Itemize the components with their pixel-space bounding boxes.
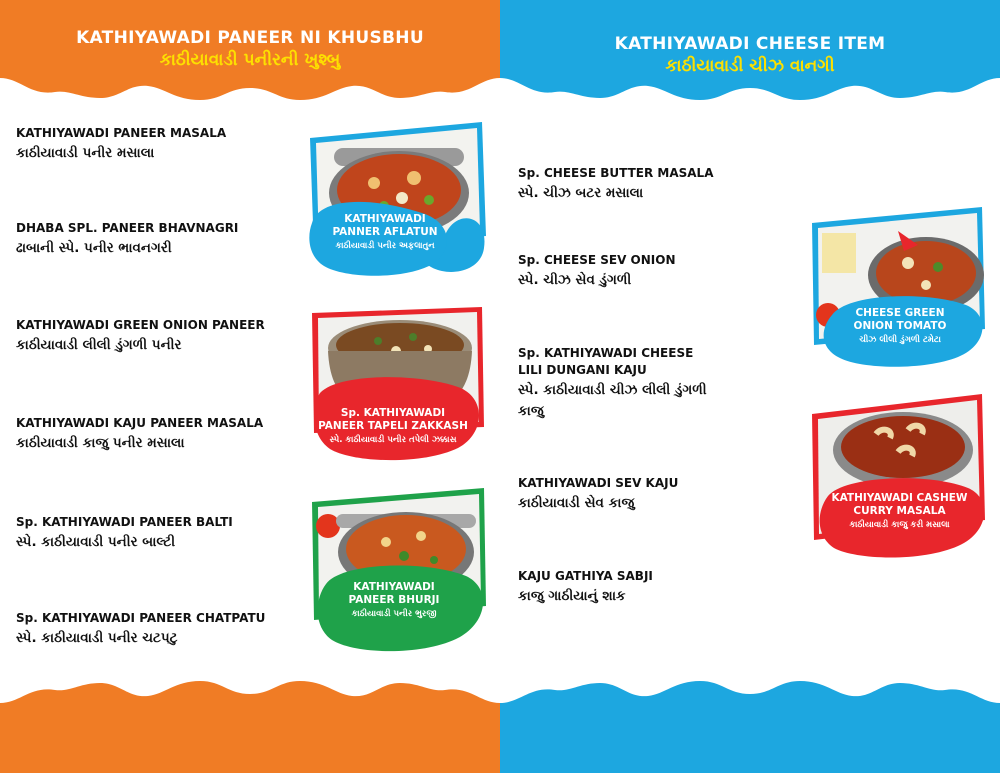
feature-title-line1: Sp. KATHIYAWADI: [340, 407, 446, 419]
menu-item: [16, 514, 233, 553]
menu-item: [518, 568, 653, 607]
menu-item-en: Sp. KATHIYAWADI PANEER CHATPATU: [16, 611, 266, 625]
feature-caption: [830, 307, 970, 347]
menu-item-gu: કાઠીયાવાડી સેવ કાજુ: [518, 495, 635, 511]
menu-item: [16, 220, 238, 259]
feature-title-line2: CURRY MASALA: [853, 505, 946, 517]
feature-title-line2: ONION TOMATO: [853, 320, 947, 332]
menu-item: [518, 252, 676, 291]
menu-item-gu: સ્પે. ચીઝ સેવ ડુંગળી: [518, 272, 632, 288]
section-title-gu: કાઠીયાવાડી ચીઝ વાનગી: [665, 56, 835, 76]
feature-title-gu: કાઠીયાવાડી કાજુ કરી મસાલા: [849, 520, 950, 530]
menu-item: [518, 475, 678, 514]
feature-title-line2: PANEER TAPELI ZAKKASH: [318, 420, 468, 432]
feature-title-gu: કાઠીયાવાડી પનીર ભુરજી: [351, 609, 437, 619]
menu-item-en: Sp. CHEESE BUTTER MASALA: [518, 166, 714, 180]
menu-item-gu: કાઠીયાવાડી પનીર મસાલા: [16, 145, 155, 161]
menu-item-gu: ઢાબાની સ્પે. પનીર ભાવનગરી: [16, 240, 172, 256]
menu-item-en: Sp. KATHIYAWADI CHEESE LILI DUNGANI KAJU: [518, 346, 694, 377]
feature-caption: [318, 407, 468, 447]
feature-title-line1: KATHIYAWADI: [353, 581, 435, 593]
menu-item: [16, 610, 265, 649]
section-title-gu: કાઠીયાવાડી પનીરની ખુશ્બુ: [159, 50, 341, 70]
cheese-panel: [500, 0, 1000, 773]
dish-photo-cheese-green-onion-tomato: [808, 205, 988, 370]
feature-title-line2: PANNER AFLATUN: [332, 226, 438, 238]
feature-title-gu: ચીઝ લીલી ડુંગળી ટમેટા: [859, 335, 941, 345]
feature-title-line1: KATHIYAWADI CASHEW: [831, 492, 968, 504]
menu-item-gu: કાઠીયાવાડી કાજુ પનીર મસાલા: [16, 435, 185, 451]
dish-photo-cashew-curry-masala: [808, 392, 988, 567]
menu-item-en: DHABA SPL. PANEER BHAVNAGRI: [16, 221, 239, 235]
menu-item: [16, 125, 226, 164]
section-title-en: KATHIYAWADI CHEESE ITEM: [614, 34, 886, 54]
feature-title-line1: CHEESE GREEN: [855, 307, 945, 319]
menu-item-gu: કાઠીયાવાડી લીલી ડુંગળી પનીર: [16, 337, 182, 353]
menu-item: [16, 415, 263, 454]
top-scalloped-band: [500, 0, 1000, 110]
dish-photo-paneer-aflatun: [304, 118, 489, 283]
feature-title-gu: કાઠીયાવાડી પનીર અફલાતુન: [335, 241, 435, 251]
menu-item-gu: સ્પે. કાઠીયાવાડી પનીર ચટપટુ: [16, 630, 178, 646]
menu-item-en: KATHIYAWADI SEV KAJU: [518, 476, 679, 490]
menu-item-en: KATHIYAWADI PANEER MASALA: [16, 126, 227, 140]
feature-caption: [822, 492, 977, 532]
feature-title-line2: PANEER BHURJI: [348, 594, 440, 606]
menu-item-en: Sp. CHEESE SEV ONION: [518, 253, 676, 267]
menu-item-en: KATHIYAWADI GREEN ONION PANEER: [16, 318, 265, 332]
menu-item-en: KAJU GATHIYA SABJI: [518, 569, 653, 583]
menu-item: [518, 345, 718, 422]
section-title-en: KATHIYAWADI PANEER NI KHUSBHU: [76, 28, 424, 48]
menu-item-en: KATHIYAWADI KAJU PANEER MASALA: [16, 416, 264, 430]
dish-photo-tapeli-zakkash: [308, 303, 488, 468]
menu-item-en: Sp. KATHIYAWADI PANEER BALTI: [16, 515, 233, 529]
menu-item: [518, 165, 713, 204]
dish-photo-paneer-bhurji: [306, 484, 491, 659]
feature-caption: [320, 213, 450, 253]
feature-title-gu: સ્પે. કાઠીયાવાડી પનીર તપેલી ઝક્કાસ: [329, 435, 457, 445]
menu-item-gu: સ્પે. કાઠીયાવાડી પનીર બાલ્ટી: [16, 534, 176, 550]
menu-item-gu: સ્પે. કાઠીયાવાડી ચીઝ લીલી ડુંગળી કાજુ: [518, 382, 707, 419]
feature-caption: [324, 581, 464, 621]
bottom-scalloped-band: [500, 678, 1000, 773]
menu-item-gu: સ્પે. ચીઝ બટર મસાલા: [518, 185, 644, 201]
menu-item: [16, 317, 265, 356]
bottom-scalloped-band: [0, 678, 500, 773]
feature-title-line1: KATHIYAWADI: [344, 213, 426, 225]
menu-item-gu: કાજુ ગાઠીયાનું શાક: [518, 588, 626, 604]
